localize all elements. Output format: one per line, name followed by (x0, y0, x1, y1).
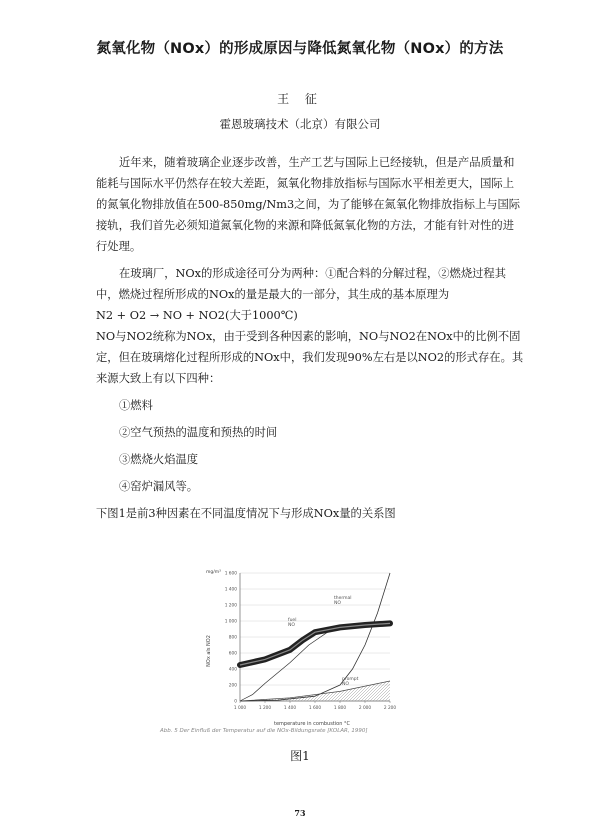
author-name: 王 征 (277, 92, 323, 106)
y-tick-labels (225, 571, 238, 705)
fuel-no-band (240, 623, 390, 665)
series-label-thermal: thermal (334, 596, 352, 601)
list-item: ①燃料 (119, 399, 153, 412)
prompt-no-shaded-area (240, 681, 390, 701)
y-tick-label: 200 (228, 683, 237, 689)
nox-temperature-chart (200, 559, 405, 729)
list-item: ②空气预热的温度和预热的时间 (119, 426, 278, 439)
x-axis-label: temperature in combustion °C (274, 721, 350, 727)
y-tick-label: 1 400 (224, 587, 237, 593)
y-tick-label: 0 (234, 699, 237, 705)
series-label-prompt: prompt (342, 677, 359, 682)
paragraph-nox-sources: NO与NO2统称为NOx，由于受到各种因素的影响，NO与NO2在NOx中的比例不固定，但在玻璃熔化过程所形成的NOx中，我们发现90%左右是以NO2的形式存在。其来源大致上有以下四种： (96, 330, 524, 385)
x-tick-label: 1 200 (258, 706, 272, 711)
figure-1 (200, 559, 405, 739)
x-tick-label: 1 800 (333, 706, 347, 711)
series-label-fuel-no: NO (288, 623, 295, 628)
y-tick-label: 1 600 (224, 571, 237, 577)
list-item: ③燃烧火焰温度 (119, 453, 199, 466)
x-tick-labels (234, 705, 397, 711)
fuel-no-lower-line (240, 632, 328, 701)
y-tick-label: 1 200 (224, 603, 237, 609)
series-label-prompt-no: NO (342, 682, 349, 687)
x-tick-label: 1 600 (308, 706, 322, 711)
figure-intro-sentence: 下图1是前3种因素在不同温度情况下与形成NOx量的关系图 (96, 507, 396, 520)
y-tick-label: 400 (228, 667, 237, 673)
y-axis-label: NOx als NO2 (206, 635, 212, 667)
x-tick-label: 1 400 (283, 706, 297, 711)
figure-label: 图1 (290, 749, 310, 763)
y-unit-label: mg/m³ (206, 570, 221, 575)
list-item: ④窑炉漏风等。 (119, 480, 199, 493)
figure-source-caption: Abb. 5 Der Einfluß der Temperatur auf die NOx-Bildungsrate [KOLAR, 1990] (160, 728, 368, 734)
page-number: 73 (294, 808, 306, 818)
series-label-fuel: fuel (288, 618, 297, 623)
paper-title: 氮氧化物（NOx）的形成原因与降低氮氧化物（NOx）的方法 (96, 41, 504, 57)
paragraph-intro: 近年来，随着玻璃企业逐步改善，生产工艺与国际上已经接轨，但是产品质量和能耗与国际水平仍然存在较大差距，氮氧化物排放指标与国际水平相差更大，国际上的氮氧化物排放值在500-850mg/Nm3之间，为了能够在氮氧化物排放指标上与国际接轨，我们首先必须知道氮氧化物的来源和降低氮氧化物的方法，才能有针对性的进行处理。 (96, 156, 521, 253)
y-tick-label: 600 (228, 651, 237, 657)
author-affiliation: 霍恩玻璃技术（北京）有限公司 (219, 117, 381, 131)
series-label-thermal-no: NO (334, 601, 341, 606)
x-tick-label: 1 000 (233, 706, 247, 711)
reaction-equation: N2 + O2 → NO + NO2(大于1000℃) (96, 309, 298, 322)
x-tick-label: 2 200 (383, 706, 397, 711)
body-text (96, 152, 524, 524)
prompt-no-area (240, 681, 390, 701)
y-tick-label: 800 (228, 635, 237, 641)
x-tick-label: 2 000 (358, 706, 372, 711)
paragraph-formation: 在玻璃厂，NOx的形成途径可分为两种：①配合料的分解过程，②燃烧过程其中，燃烧过程所形成的NOx的量是最大的一部分，其生成的基本原理为 (96, 267, 507, 301)
y-tick-label: 1 000 (224, 619, 237, 625)
